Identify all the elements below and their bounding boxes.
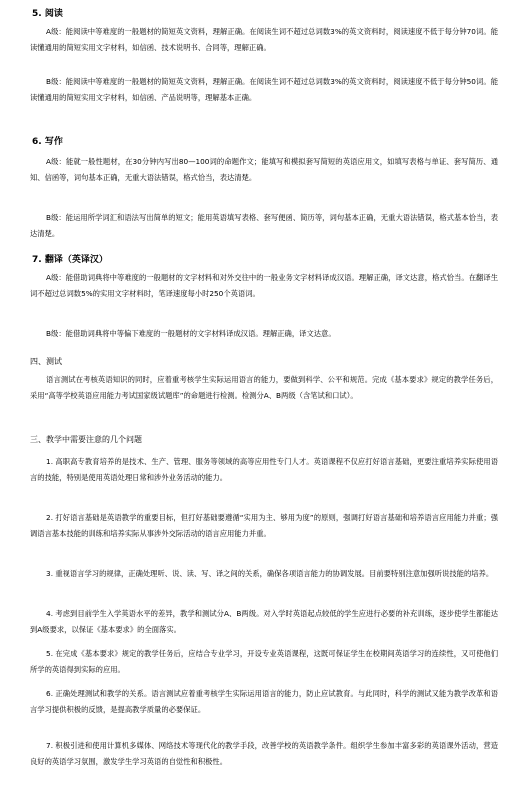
heading-translation: 7. 翻译（英译汉） <box>32 255 108 265</box>
writing-level-a: A级：能就一般性题材，在30分钟内写出80—100词的命题作文；能填写和模拟套写简短的英语应用文，如填写表格与单证、套写简历、通知、信函等，词句基本正确，无重大语法错误，格式恰当，表达清楚。 <box>30 157 498 182</box>
translation-level-a: A级：能借助词典将中等难度的一般题材的文字材料和对外交往中的一般业务文字材料译成汉语。理解正确，译文达意，格式恰当。在翻译生词不超过总词数5%的实用文字材料时，笔译速度每小时250个英语词。 <box>30 273 498 298</box>
heading-reading: 5. 阅读 <box>32 9 63 19</box>
reading-level-a: A级：能阅读中等难度的一般题材的简短英文资料，理解正确。在阅读生词不超过总词数3%的英文资料时，阅读速度不低于每分钟70词。能读懂通用的简短实用文字材料，如信函、技术说明书、合同等，理解正确。 <box>30 27 498 52</box>
issue-item-7: 7. 积极引进和使用计算机多媒体、网络技术等现代化的教学手段，改善学校的英语教学条件。组织学生参加丰富多彩的英语课外活动，营造良好的英语学习氛围，激发学生学习英语的自觉性和积极性。 <box>30 741 498 766</box>
issue-item-5: 5. 在完成《基本要求》规定的教学任务后，应结合专业学习，开设专业英语课程，这既可保证学生在校期间英语学习的连续性，又可使他们所学的英语得到实际的应用。 <box>30 649 498 674</box>
issue-item-4: 4. 考虑到目前学生入学英语水平的差异，教学和测试分A、B两级。对入学时英语起点较低的学生应进行必要的补充训练，逐步使学生都能达到A级要求，以保证《基本要求》的全面落实。 <box>30 609 498 634</box>
heading-writing: 6. 写作 <box>32 137 63 147</box>
writing-level-b: B级：能运用所学词汇和语法写出简单的短文；能用英语填写表格、套写便函、简历等，词句基本正确，无重大语法错误，格式基本恰当，表达清楚。 <box>30 213 498 238</box>
issue-item-2: 2. 打好语言基础是英语教学的重要目标，但打好基础要遵循“实用为主、够用为度”的原则，强调打好语言基础和培养语言应用能力并重；强调语言基本技能的训练和培养实际从事涉外交际活动的语言应用能力并重。 <box>30 513 498 538</box>
issue-item-1: 1. 高职高专教育培养的是技术、生产、管理、服务等领域的高等应用性专门人才。英语课程不仅应打好语言基础，更要注重培养实际使用语言的技能，特别是使用英语处理日常和涉外业务活动的能力。 <box>30 457 498 482</box>
testing-body: 语言测试在考核英语知识的同时，应着重考核学生实际运用语言的能力，要做到科学、公平和规范。完成《基本要求》规定的教学任务后，采用“高等学校英语应用能力考试国家级试题库”的命题进行检测。检测分A、B两级（含笔试和口试）。 <box>30 375 498 400</box>
issue-item-6: 6. 正确处理测试和教学的关系。语言测试应着重考核学生实际运用语言的能力，防止应试教育。与此同时，科学的测试又能为教学改革和语言学习提供积极的反馈，是提高教学质量的必要保证。 <box>30 689 498 714</box>
heading-teaching-issues: 三、教学中需要注意的几个问题 <box>30 435 142 444</box>
heading-testing: 四、测试 <box>30 357 62 366</box>
translation-level-b: B级：能借助词典将中等偏下难度的一般题材的文字材料译成汉语。理解正确，译文达意。 <box>46 329 336 338</box>
reading-level-b: B级：能阅读中等难度的一般题材的简短英文资料，理解正确。在阅读生词不超过总词数3%的英文资料时，阅读速度不低于每分钟50词。能读懂通用的简短实用文字材料，如信函、产品说明等，理解基本正确。 <box>30 77 498 102</box>
issue-item-3: 3. 重视语言学习的规律，正确处理听、说、读、写、译之间的关系，确保各项语言能力的协调发展。目前要特别注意加强听说技能的培养。 <box>46 569 494 578</box>
